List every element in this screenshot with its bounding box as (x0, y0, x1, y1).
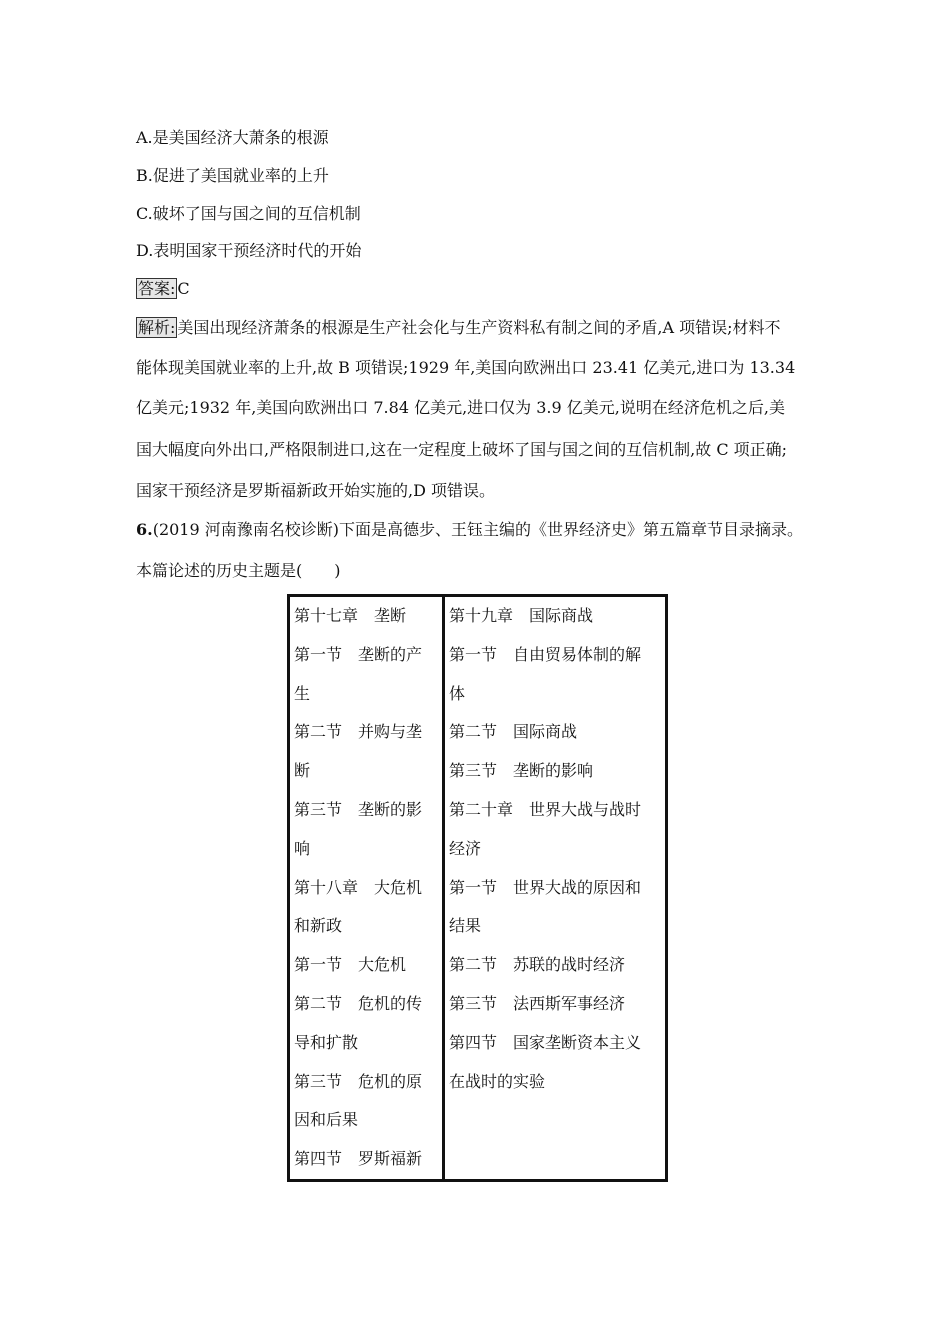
toc-entry: 第二节 危机的传 (294, 993, 423, 1013)
toc-entry: 响 (294, 838, 311, 858)
toc-entry: 和新政 (294, 916, 343, 936)
toc-entry: 第四节 罗斯福新 (294, 1149, 423, 1169)
toc-entry: 第二节 国际商战 (449, 722, 578, 742)
toc-entry: 生 (294, 683, 311, 703)
toc-entry: 第二十章 世界大战与战时 (449, 799, 642, 819)
toc-entry: 第三节 垄断的影响 (449, 761, 594, 781)
answer-label: 答案: (138, 279, 176, 298)
question-6-line-1 (136, 520, 803, 540)
toc-entry: 第十九章 国际商战 (449, 606, 594, 625)
option-b: B.促进了美国就业率的上升 (136, 166, 329, 185)
toc-entry: 在战时的实验 (449, 1071, 546, 1091)
analysis-line-1 (136, 318, 781, 338)
answer-value: C (177, 279, 190, 298)
toc-entry: 第四节 国家垄断资本主义 (449, 1032, 642, 1052)
question-number: 6. (136, 520, 153, 539)
toc-entry: 第三节 法西斯军事经济 (449, 993, 626, 1013)
toc-entry: 第十八章 大危机 (294, 877, 423, 897)
option-a: A.是美国经济大萧条的根源 (136, 128, 329, 147)
option-c: C.破坏了国与国之间的互信机制 (136, 204, 361, 223)
toc-entry: 第一节 自由贸易体制的解 (449, 644, 642, 664)
toc-entry: 断 (294, 761, 311, 781)
toc-entry: 结果 (449, 916, 482, 936)
option-d: D.表明国家干预经济时代的开始 (136, 241, 362, 260)
question-6-line-2: 本篇论述的历史主题是( ) (136, 561, 341, 580)
toc-entry: 第一节 垄断的产 (294, 644, 423, 664)
toc-entry: 导和扩散 (294, 1032, 359, 1052)
toc-entry: 体 (449, 683, 466, 703)
analysis-line-5: 国家干预经济是罗斯福新政开始实施的,D 项错误。 (136, 481, 496, 500)
toc-entry: 经济 (449, 838, 482, 858)
analysis-label: 解析: (138, 318, 176, 337)
toc-right-column (444, 596, 667, 1181)
analysis-line-3: 亿美元;1932 年,美国向欧洲出口 7.84 亿美元,进口仅为 3.9 亿美元,说明在经济危机之后,美 (136, 398, 785, 417)
analysis-line-4: 国大幅度向外出口,严格限制进口,这在一定程度上破坏了国与国之间的互信机制,故 C 项正确; (136, 440, 788, 459)
toc-entry: 因和后果 (294, 1110, 359, 1130)
analysis-line-2: 能体现美国就业率的上升,故 B 项错误;1929 年,美国向欧洲出口 23.41 亿美元,进口为 13.34 (136, 358, 796, 377)
answer-line (136, 279, 190, 299)
question-6-stem: (2019 河南豫南名校诊断)下面是高德步、王钰主编的《世界经济史》第五篇章节目录摘录。 (152, 520, 803, 539)
toc-entry: 第十七章 垄断 (294, 606, 407, 625)
toc-entry: 第三节 垄断的影 (294, 799, 423, 819)
analysis-text-1: 美国出现经济萧条的根源是生产社会化与生产资料私有制之间的矛盾,A 项错误;材料不 (177, 318, 781, 337)
toc-left-column (289, 596, 444, 1181)
toc-entry: 第一节 大危机 (294, 955, 407, 975)
table-of-contents (287, 594, 668, 1182)
toc-entry: 第三节 危机的原 (294, 1071, 423, 1091)
toc-entry: 第二节 并购与垄 (294, 722, 423, 742)
toc-entry: 第二节 苏联的战时经济 (449, 955, 626, 975)
toc-entry: 第一节 世界大战的原因和 (449, 877, 642, 897)
